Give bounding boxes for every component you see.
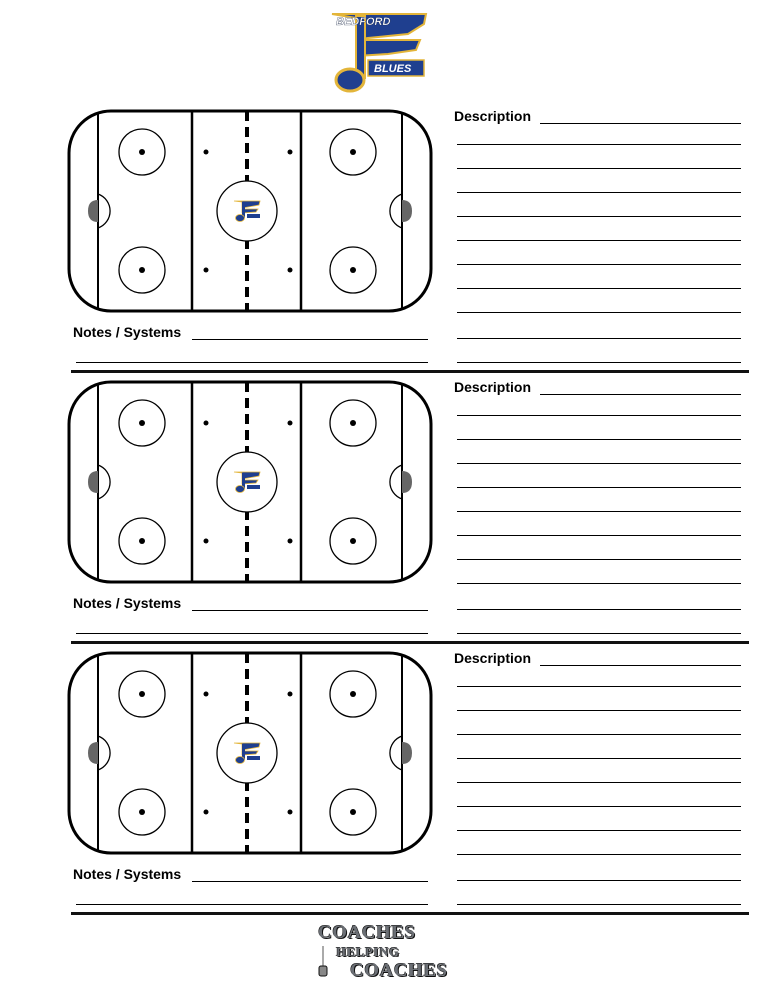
musical-note-logo-icon xyxy=(328,10,430,96)
description-line[interactable] xyxy=(457,463,741,464)
notes-title-line[interactable] xyxy=(192,610,428,611)
description-line[interactable] xyxy=(457,633,741,634)
description-line[interactable] xyxy=(457,192,741,193)
section-divider xyxy=(71,912,749,915)
description-line[interactable] xyxy=(457,487,741,488)
notes-line[interactable] xyxy=(76,362,428,363)
drill-section-1 xyxy=(0,108,768,378)
description-line[interactable] xyxy=(457,216,741,217)
description-line[interactable] xyxy=(457,854,741,855)
description-line[interactable] xyxy=(457,583,741,584)
description-line[interactable] xyxy=(457,362,741,363)
footer-word-coaches-top: COACHES xyxy=(318,922,416,943)
hockey-rink-diagram[interactable] xyxy=(66,650,434,856)
drill-section-3 xyxy=(0,650,768,920)
description-line[interactable] xyxy=(457,535,741,536)
section-divider xyxy=(71,641,749,644)
description-line[interactable] xyxy=(457,439,741,440)
logo-text-bedford: BEDFORD xyxy=(336,16,391,28)
section-divider xyxy=(71,370,749,373)
description-line[interactable] xyxy=(457,806,741,807)
notes-systems-label: Notes / Systems xyxy=(73,324,182,340)
description-line[interactable] xyxy=(457,830,741,831)
description-line[interactable] xyxy=(457,240,741,241)
description-title-line[interactable] xyxy=(540,394,741,395)
description-title-line[interactable] xyxy=(540,665,741,666)
description-title-line[interactable] xyxy=(540,123,741,124)
whistle-icon xyxy=(316,946,330,980)
description-line[interactable] xyxy=(457,168,741,169)
description-label: Description xyxy=(454,108,532,124)
notes-title-line[interactable] xyxy=(192,881,428,882)
description-line[interactable] xyxy=(457,312,741,313)
description-label: Description xyxy=(454,379,532,395)
description-line[interactable] xyxy=(457,559,741,560)
hockey-rink-diagram[interactable] xyxy=(66,108,434,314)
drill-section-2 xyxy=(0,379,768,649)
description-line[interactable] xyxy=(457,609,741,610)
description-label: Description xyxy=(454,650,532,666)
description-line[interactable] xyxy=(457,782,741,783)
description-line[interactable] xyxy=(457,758,741,759)
description-line[interactable] xyxy=(457,734,741,735)
description-line[interactable] xyxy=(457,880,741,881)
hockey-rink-diagram[interactable] xyxy=(66,379,434,585)
notes-line[interactable] xyxy=(76,904,428,905)
description-line[interactable] xyxy=(457,511,741,512)
description-line[interactable] xyxy=(457,338,741,339)
notes-line[interactable] xyxy=(76,633,428,634)
description-line[interactable] xyxy=(457,144,741,145)
footer-word-helping: HELPING xyxy=(336,944,400,959)
description-line[interactable] xyxy=(457,415,741,416)
notes-systems-label: Notes / Systems xyxy=(73,866,182,882)
bedford-blues-logo xyxy=(328,10,430,96)
footer-word-coaches-bottom: COACHES xyxy=(350,960,448,981)
notes-systems-label: Notes / Systems xyxy=(73,595,182,611)
description-line[interactable] xyxy=(457,288,741,289)
logo-text-blues: BLUES xyxy=(374,63,412,75)
description-line[interactable] xyxy=(457,686,741,687)
notes-title-line[interactable] xyxy=(192,339,428,340)
description-line[interactable] xyxy=(457,264,741,265)
coaches-helping-coaches-logo xyxy=(310,922,460,984)
description-line[interactable] xyxy=(457,710,741,711)
description-line[interactable] xyxy=(457,904,741,905)
